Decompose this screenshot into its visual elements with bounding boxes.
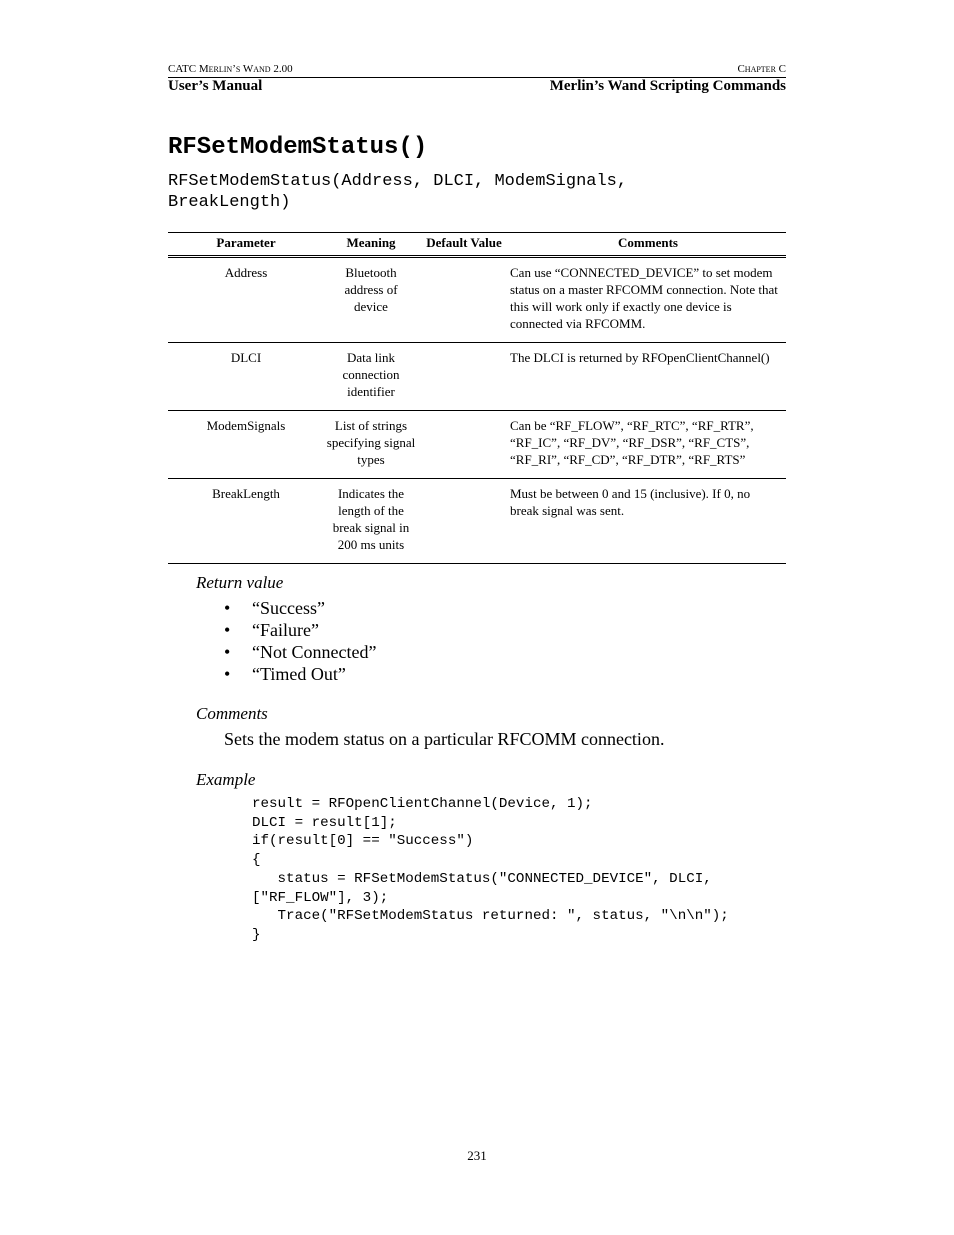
default-cell [418,257,510,343]
parameter-table [168,232,786,564]
return-value-heading: Return value [196,573,284,592]
meaning-cell: List of strings specifying signal types [324,411,418,479]
meaning-cell: Bluetooth address of device [324,257,418,343]
bullet: • [224,642,231,662]
running-header-top [168,63,786,77]
parameter-cell: BreakLength [168,479,324,564]
comments-heading: Comments [196,704,268,723]
table-row [168,343,786,411]
header-product: CATC Merlin’s Wand 2.00 [168,63,293,75]
column-header: Default Value [418,233,510,257]
meaning-cell: Data link connection identifier [324,343,418,411]
comments-cell: Can be “RF_FLOW”, “RF_RTC”, “RF_RTR”, “RF_IC”, “RF_DV”, “RF_DSR”, “RF_CTS”, “RF_RI”, “RF_CD”, “RF_DTR”, “RF_RTS” [510,411,786,479]
return-value: “Success” [252,598,325,618]
list-item [224,597,376,619]
example-code: result = RFOpenClientChannel(Device, 1); DLCI = result[1]; if(result[0] == "Success") { status = RFSetModemStatus("CONNECTED_DEVICE", DLCI, ["RF_FLOW"], 3); Trace("RFSetModemStatus returned: ", status, "\n\n"); } [252,796,729,943]
column-header: Comments [510,233,786,257]
return-value-list [224,597,376,685]
default-cell [418,411,510,479]
header-chapter: Chapter C [737,63,786,75]
header-manual: User’s Manual [168,78,263,94]
parameter-cell: ModemSignals [168,411,324,479]
default-cell [418,343,510,411]
parameter-cell: Address [168,257,324,343]
page-number: 231 [467,1148,487,1163]
comments-cell: Must be between 0 and 15 (inclusive). If 0, no break signal was sent. [510,479,786,564]
column-header: Meaning [324,233,418,257]
list-item [224,619,376,641]
column-header: Parameter [168,233,324,257]
signature-line: RFSetModemStatus(Address, DLCI, ModemSignals, [168,172,628,191]
parameter-cell: DLCI [168,343,324,411]
table-row [168,479,786,564]
running-header-bottom [168,78,786,96]
return-value: “Not Connected” [252,642,377,662]
table-row [168,411,786,479]
default-cell [418,479,510,564]
table-header-row [168,233,786,257]
list-item [224,663,376,685]
signature-line: BreakLength) [168,193,291,212]
bullet: • [224,664,231,684]
example-heading: Example [196,770,256,789]
bullet: • [224,620,231,640]
comments-cell: The DLCI is returned by RFOpenClientChannel() [510,343,786,411]
table-row [168,257,786,343]
header-section: Merlin’s Wand Scripting Commands [549,78,786,94]
meaning-cell: Indicates the length of the break signal in 200 ms units [324,479,418,564]
comments-text: Sets the modem status on a particular RFCOMM connection. [224,729,665,749]
return-value: “Failure” [252,620,319,640]
return-value: “Timed Out” [252,664,346,684]
comments-cell: Can use “CONNECTED_DEVICE” to set modem status on a master RFCOMM connection. Note that this will work only if exactly one device is connected via RFCOMM. [510,257,786,343]
page-title: RFSetModemStatus() [168,134,428,161]
function-signature [168,171,688,213]
bullet: • [224,598,231,618]
list-item [224,641,376,663]
